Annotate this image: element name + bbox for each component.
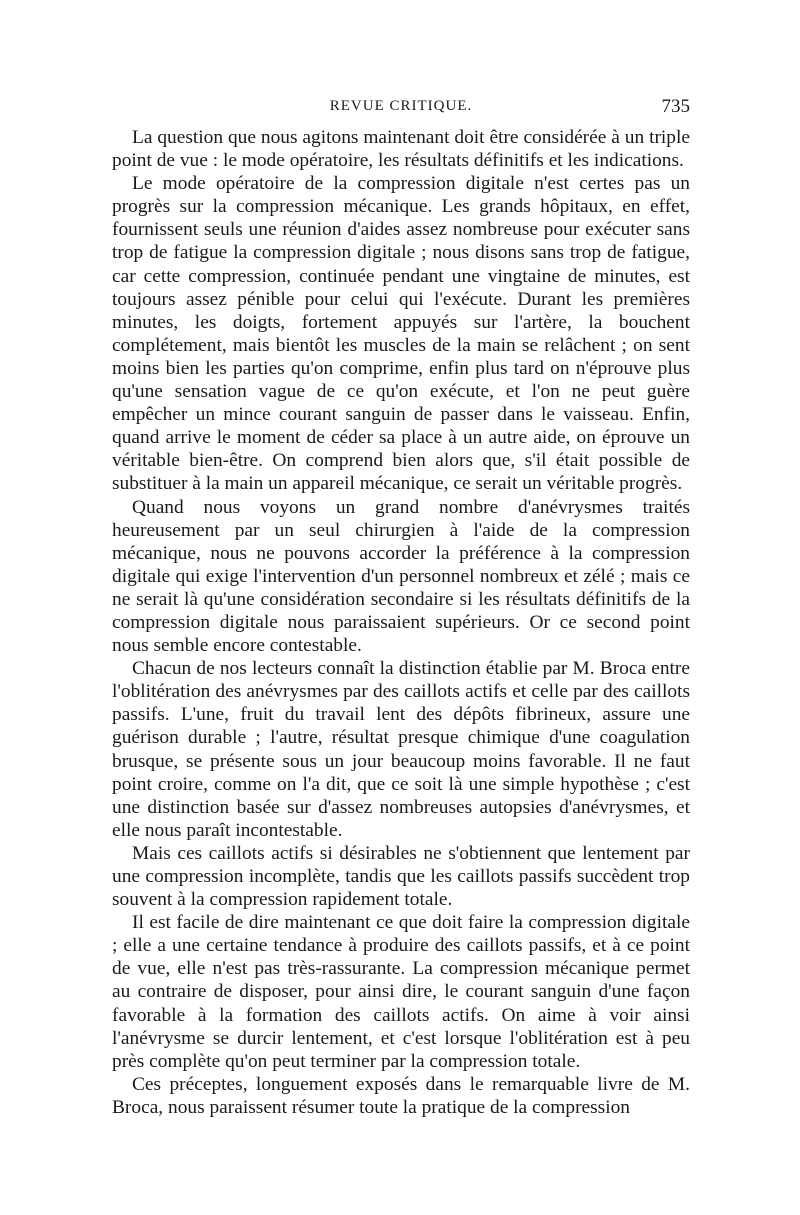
page-header: [112, 96, 690, 124]
paragraph-4: Chacun de nos lecteurs connaît la distinction établie par M. Broca entre l'oblitération des anévrysmes par des caillots actifs et celle par des caillots passifs. L'une, fruit du travail lent des dépôts fibrineux, assure une guérison durable ; l'autre, résultat presque chimique d'une coagulation brusque, se présente sous un jour beaucoup moins favorable. Il ne faut point croire, comme on l'a dit, que ce soit là une simple hypothèse ; c'est une distinction basée sur d'assez nombreuses autopsies d'anévrysmes, et elle nous paraît incontestable.: [112, 658, 690, 841]
paragraph-6: Il est facile de dire maintenant ce que doit faire la compression digitale ; elle a une certaine tendance à produire des caillots passifs, et à ce point de vue, elle n'est pas très-rassurante. La compression mécanique permet au contraire de disposer, pour ainsi dire, le courant sanguin d'une façon favorable à la formation des caillots actifs. On aime à voir ainsi l'anévrysme se durcir lentement, et c'est lorsque l'oblitération est à peu près complète qu'on peut terminer par la compression totale.: [112, 912, 690, 1072]
page-number: 735: [661, 96, 690, 117]
paragraph-3: Quand nous voyons un grand nombre d'anévrysmes traités heureusement par un seul chirurgien à l'aide de la compression mécanique, nous ne pouvons accorder la préférence à la compression digitale qui exige l'intervention d'un personnel nombreux et zélé ; mais ce ne serait là qu'une considération secondaire si les résultats définitifs de la compression digitale nous paraissaient supérieurs. Or ce second point nous semble encore contestable.: [112, 496, 690, 657]
journal-page: [112, 96, 690, 1119]
running-title: REVUE CRITIQUE.: [329, 98, 473, 114]
article-body: [112, 126, 690, 1119]
paragraph-7: Ces préceptes, longuement exposés dans le remarquable livre de M. Broca, nous paraissent résumer toute la pratique de la compression: [112, 1073, 690, 1118]
paragraph-2: Le mode opératoire de la compression digitale n'est certes pas un progrès sur la compression mécanique. Les grands hôpitaux, en effet, fournissent seuls une réunion d'aides assez nombreuse pour exécuter sans trop de fatigue la compression digitale ; nous disons sans trop de fatigue, car cette compression, continuée pendant une vingtaine de minutes, est toujours assez pénible pour celui qui l'exécute. Durant les premières minutes, les doigts, fortement appuyés sur l'artère, la bouchent complétement, mais bientôt les muscles de la main se relâchent ; on sent moins bien les parties qu'on comprime, enfin plus tard on n'éprouve plus qu'une sensation vague de ce qu'on exécute, et l'on ne peut guère empêcher un mince courant sanguin de passer dans le vaisseau. Enfin, quand arrive le moment de céder sa place à un autre aide, on éprouve un véritable bien-être. On comprend bien alors que, s'il était possible de substituer à la main un appareil mécanique, ce serait un véritable progrès.: [112, 173, 690, 495]
paragraph-1: La question que nous agitons maintenant doit être considérée à un triple point de vue : le mode opératoire, les résultats définitifs et les indications.: [112, 127, 690, 172]
paragraph-5: Mais ces caillots actifs si désirables ne s'obtiennent que lentement par une compression incomplète, tandis que les caillots passifs succèdent trop souvent à la compression rapidement totale.: [112, 842, 690, 911]
